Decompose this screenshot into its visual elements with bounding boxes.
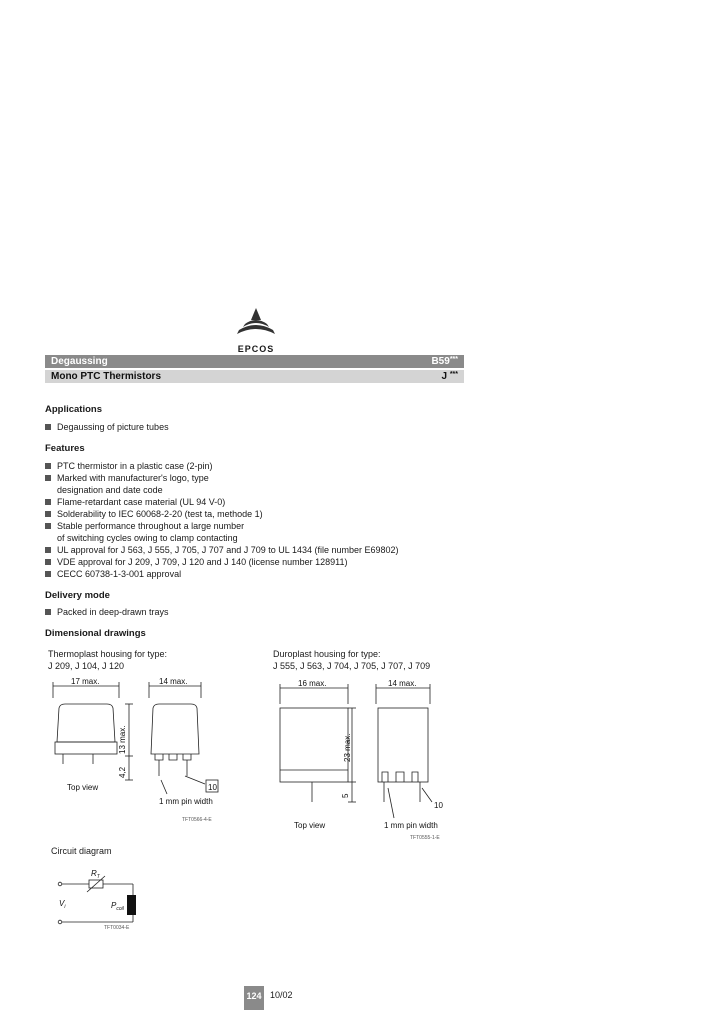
- left-drawing-ref: TFT0566-4-E: [182, 817, 212, 823]
- left-dim-width-side: 14 max.: [159, 677, 188, 686]
- drawings-heading: Dimensional drawings: [45, 628, 146, 639]
- left-pin-label: 1 mm pin width: [159, 797, 213, 806]
- right-drawing-ref: TFT0555-1-E: [410, 835, 440, 841]
- page-number: 124: [244, 986, 264, 1010]
- circuit-ref: TFT0034-E: [104, 925, 130, 931]
- subheader-bar: [45, 370, 464, 383]
- left-pin-spacing: 10: [208, 783, 217, 792]
- right-pin-label: 1 mm pin width: [384, 821, 438, 830]
- left-dim-pin: 4,2: [118, 766, 127, 778]
- right-dim-width-side: 14 max.: [388, 679, 417, 688]
- circuit-diagram: [55, 866, 145, 930]
- logo-text: EPCOS: [237, 344, 275, 354]
- circuit-r-label: $R_T$: [91, 869, 100, 880]
- duroplast-drawing: [272, 676, 462, 841]
- product-subcode: J ***: [441, 371, 458, 382]
- features-heading: Features: [45, 443, 85, 454]
- left-drawing-types: J 209, J 104, J 120: [48, 661, 125, 671]
- right-pin-spacing: 10: [434, 801, 443, 810]
- circuit-heading: Circuit diagram: [51, 846, 112, 856]
- circuit-p-label: $P_{coil}$: [111, 901, 124, 912]
- right-drawing-types: J 555, J 563, J 704, J 705, J 707, J 709: [273, 661, 431, 671]
- left-top-view: Top view: [67, 783, 99, 792]
- header-bar: [45, 355, 464, 368]
- epcos-logo-icon: [232, 306, 280, 338]
- page-subtitle: Mono PTC Thermistors: [51, 371, 162, 382]
- left-dim-height: 13 max.: [118, 725, 127, 754]
- right-top-view: Top view: [294, 821, 326, 830]
- product-code: B59***: [431, 356, 458, 367]
- right-dim-height: 23 max.: [343, 733, 352, 762]
- thermoplast-drawing: [45, 676, 245, 806]
- right-dim-pin: 5: [341, 793, 350, 798]
- page-title: Degaussing: [51, 356, 108, 367]
- page-date: 10/02: [270, 990, 293, 1000]
- circuit-v-label: $V_i$: [59, 899, 66, 910]
- delivery-heading: Delivery mode: [45, 590, 110, 601]
- right-drawing-caption: Duroplast housing for type:: [273, 649, 381, 659]
- epcos-logo: [232, 306, 280, 354]
- left-dim-width-front: 17 max.: [71, 677, 100, 686]
- applications-heading: Applications: [45, 404, 103, 415]
- left-drawing-caption: Thermoplast housing for type:: [48, 649, 168, 659]
- right-dim-width-front: 16 max.: [298, 679, 327, 688]
